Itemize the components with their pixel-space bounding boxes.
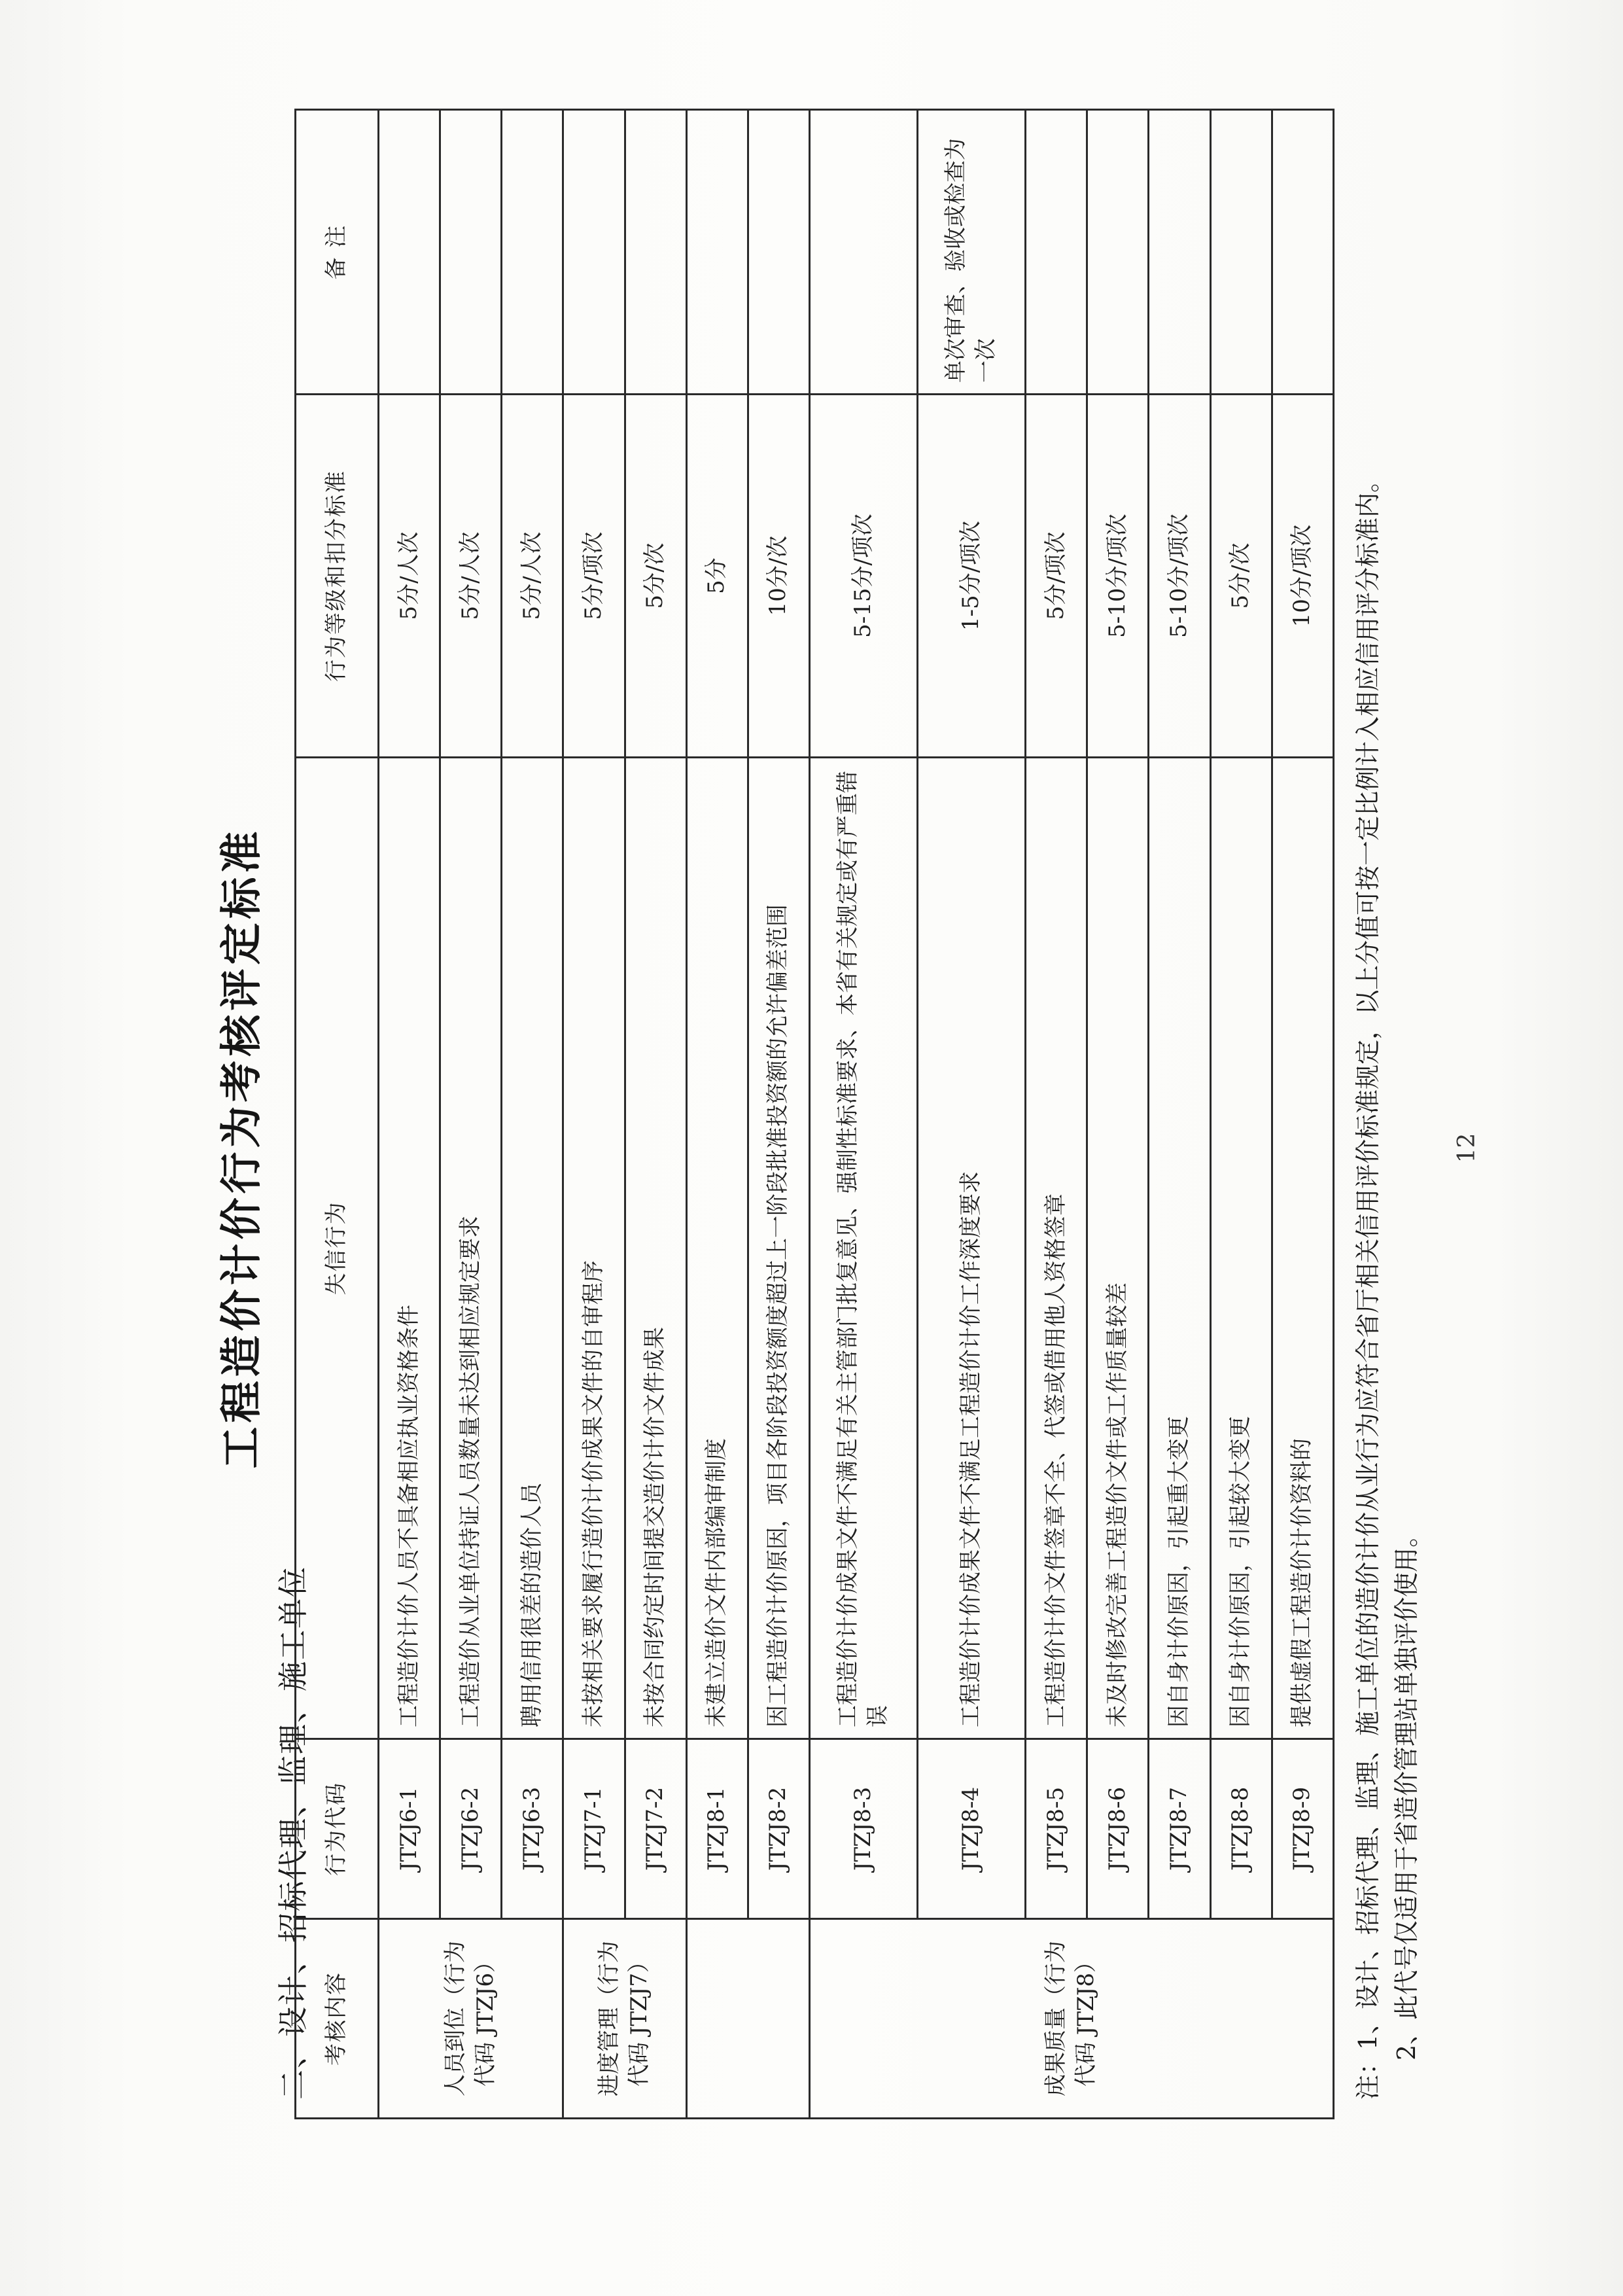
table-row — [748, 110, 809, 2119]
row-behavior: 工程造价计价成果文件不满足工程造价计价工作深度要求 — [918, 758, 1026, 1739]
row-note — [1272, 110, 1333, 395]
row-score: 5分/次 — [1210, 395, 1272, 758]
table-row — [563, 110, 625, 2119]
row-code: JTZJ8-7 — [1149, 1739, 1210, 1919]
row-code: JTZJ8-6 — [1087, 1739, 1149, 1919]
section-heading: 二、设计、招标代理、监理、施工单位 — [275, 1566, 311, 2100]
row-score: 5-15分/项次 — [809, 395, 917, 758]
table-row — [440, 110, 502, 2119]
row-behavior: 工程造价计价文件签章不全、代签或借用他人资格签章 — [1026, 758, 1087, 1739]
table-row — [686, 110, 748, 2119]
table-row — [625, 110, 686, 2119]
row-code: JTZJ8-8 — [1210, 1739, 1272, 1919]
row-score: 5分/项次 — [563, 395, 625, 758]
row-note: 单次审查、验收或检查为一次 — [918, 110, 1026, 395]
row-note — [625, 110, 686, 395]
row-note — [686, 110, 748, 395]
row-behavior: 未建立造价文件内部编审制度 — [686, 758, 748, 1739]
header-score: 行为等级和扣分标准 — [296, 395, 379, 758]
row-score: 5分 — [686, 395, 748, 758]
footnote-1: 注：1、设计、招标代理、监理、施工单位的造价计价从业行为应符合省厅相关信用评价标准规定，以上分值可按一定比例计入相应信用评分标准内。 — [1353, 467, 1382, 2100]
row-note — [502, 110, 563, 395]
row-code: JTZJ6-3 — [502, 1739, 563, 1919]
row-note — [563, 110, 625, 395]
footnotes — [1349, 124, 1426, 2100]
row-behavior: 聘用信用很差的造价人员 — [502, 758, 563, 1739]
group-quality: 成果质量（行为代码 JTZJ8） — [809, 1919, 1333, 2119]
row-behavior: 提供虚假工程造价计价资料的 — [1272, 758, 1333, 1739]
row-behavior: 未及时修改完善工程造价文件或工作质量较差 — [1087, 758, 1149, 1739]
row-behavior: 未按合同约定时间提交造价计价文件成果 — [625, 758, 686, 1739]
row-note — [1149, 110, 1210, 395]
row-code: JTZJ7-2 — [625, 1739, 686, 1919]
row-note — [748, 110, 809, 395]
footnote-2: 2、此代号仅适用于省造价管理站单独评价使用。 — [1391, 1522, 1421, 2060]
page-number: 12 — [1454, 1133, 1480, 1163]
row-score: 1-5分/项次 — [918, 395, 1026, 758]
row-code: JTZJ8-1 — [686, 1739, 748, 1919]
header-code: 行为代码 — [296, 1739, 379, 1919]
table-row — [1210, 110, 1272, 2119]
header-assessment: 考核内容 — [296, 1919, 379, 2119]
row-code: JTZJ6-2 — [440, 1739, 502, 1919]
row-score: 5分/项次 — [1026, 395, 1087, 758]
row-score: 5-10分/项次 — [1087, 395, 1149, 758]
group-empty — [686, 1919, 809, 2119]
row-note — [1210, 110, 1272, 395]
group-progress: 进度管理（行为代码 JTZJ7） — [563, 1919, 686, 2119]
table-header-row — [296, 110, 379, 2119]
row-code: JTZJ6-1 — [379, 1739, 440, 1919]
row-note — [809, 110, 917, 395]
row-score: 5分/人次 — [440, 395, 502, 758]
table-row — [1026, 110, 1087, 2119]
row-behavior: 因工程造价计价原因，项目各阶段投资额度超过上一阶段批准投资额的允许偏差范围 — [748, 758, 809, 1739]
evaluation-table — [294, 109, 1335, 2119]
row-score: 5分/次 — [625, 395, 686, 758]
row-behavior: 工程造价计价成果文件不满足有关主管部门批复意见、强制性标准要求、本省有关规定或有严重错误 — [809, 758, 917, 1739]
table-row — [1087, 110, 1149, 2119]
row-score: 5分/人次 — [379, 395, 440, 758]
row-code: JTZJ7-1 — [563, 1739, 625, 1919]
table-row — [502, 110, 563, 2119]
row-code: JTZJ8-9 — [1272, 1739, 1333, 1919]
row-note — [440, 110, 502, 395]
row-behavior: 未按相关要求履行造价计价成果文件的自审程序 — [563, 758, 625, 1739]
table-row — [1272, 110, 1333, 2119]
row-note — [1087, 110, 1149, 395]
table-row — [379, 110, 440, 2119]
row-code: JTZJ8-2 — [748, 1739, 809, 1919]
table-row — [918, 110, 1026, 2119]
row-code: JTZJ8-5 — [1026, 1739, 1087, 1919]
row-score: 5-10分/项次 — [1149, 395, 1210, 758]
row-code: JTZJ8-3 — [809, 1739, 917, 1919]
row-note — [1026, 110, 1087, 395]
table-row — [809, 110, 917, 2119]
header-note: 备 注 — [296, 110, 379, 395]
table-row — [1149, 110, 1210, 2119]
row-behavior: 工程造价从业单位持证人员数量未达到相应规定要求 — [440, 758, 502, 1739]
page-title: 工程造价计价行为考核评定标准 — [217, 827, 266, 1469]
row-code: JTZJ8-4 — [918, 1739, 1026, 1919]
row-score: 5分/人次 — [502, 395, 563, 758]
row-behavior: 因自身计价原因，引起较大变更 — [1210, 758, 1272, 1739]
group-personnel: 人员到位（行为代码 JTZJ6） — [379, 1919, 563, 2119]
header-behavior: 失信行为 — [296, 758, 379, 1739]
row-behavior: 工程造价计价人员不具备相应执业资格条件 — [379, 758, 440, 1739]
row-behavior: 因自身计价原因，引起重大变更 — [1149, 758, 1210, 1739]
row-score: 10分/次 — [748, 395, 809, 758]
row-score: 10分/项次 — [1272, 395, 1333, 758]
row-note — [379, 110, 440, 395]
